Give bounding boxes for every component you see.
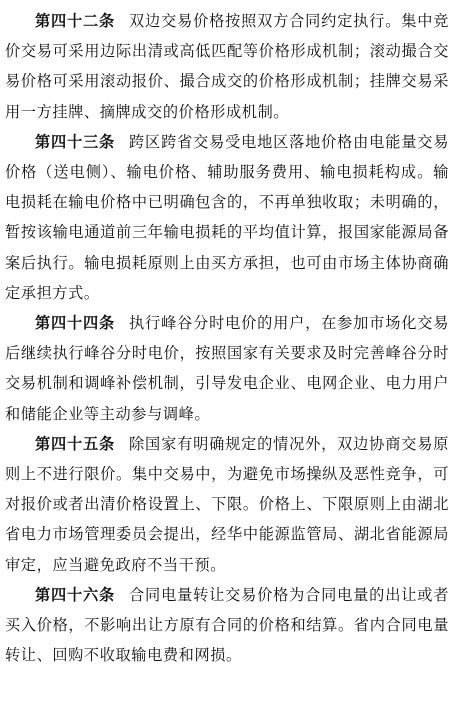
article-46 [5, 580, 449, 671]
article-42 [5, 6, 449, 127]
article-44 [5, 308, 449, 429]
article-label: 第四十六条 [35, 585, 116, 604]
article-label: 第四十五条 [35, 434, 116, 453]
article-text: 合同电量转让交易价格为合同电量的出让或者买入价格，不影响出让方原有合同的价格和结算。省内合同电量转让、回购不收取输电费和网损。 [5, 585, 450, 665]
article-label: 第四十二条 [35, 12, 116, 30]
article-text: 双边交易价格按照双方合同约定执行。集中竞价交易可采用边际出清或高低匹配等价格形成机制；滚动撮合交易价格可采用滚动报价、撮合成交的价格形成机制；挂牌交易采用一方挂牌、摘牌成交的价格形成机制。 [5, 12, 450, 121]
article-label: 第四十四条 [35, 314, 116, 333]
article-text: 跨区跨省交易受电地区落地价格由电能量交易价格（送电侧）、输电价格、辅助服务费用、输电损耗构成。输电损耗在输电价格中已明确包含的，不再单独收取；未明确的，暂按该输电通道前三年输电损耗的平均值计算，报国家能源局备案后执行。输电损耗原则上由买方承担，也可由市场主体协商确定承担方式。 [5, 132, 450, 302]
article-43 [5, 127, 449, 308]
article-label: 第四十三条 [35, 132, 116, 151]
article-45 [5, 429, 449, 580]
article-text: 除国家有明确规定的情况外，双边协商交易原则上不进行限价。集中交易中，为避免市场操纵及恶性竞争，可对报价或者出清价格设置上、下限。价格上、下限原则上由湖北省电力市场管理委员会提出，经华中能源监管局、湖北省能源局审定，应当避免政府不当干预。 [5, 434, 450, 574]
article-text: 执行峰谷分时电价的用户，在参加市场化交易后继续执行峰谷分时电价，按照国家有关要求及时完善峰谷分时交易机制和调峰补偿机制，引导发电企业、电网企业、电力用户和储能企业等主动参与调峰。 [5, 314, 450, 423]
